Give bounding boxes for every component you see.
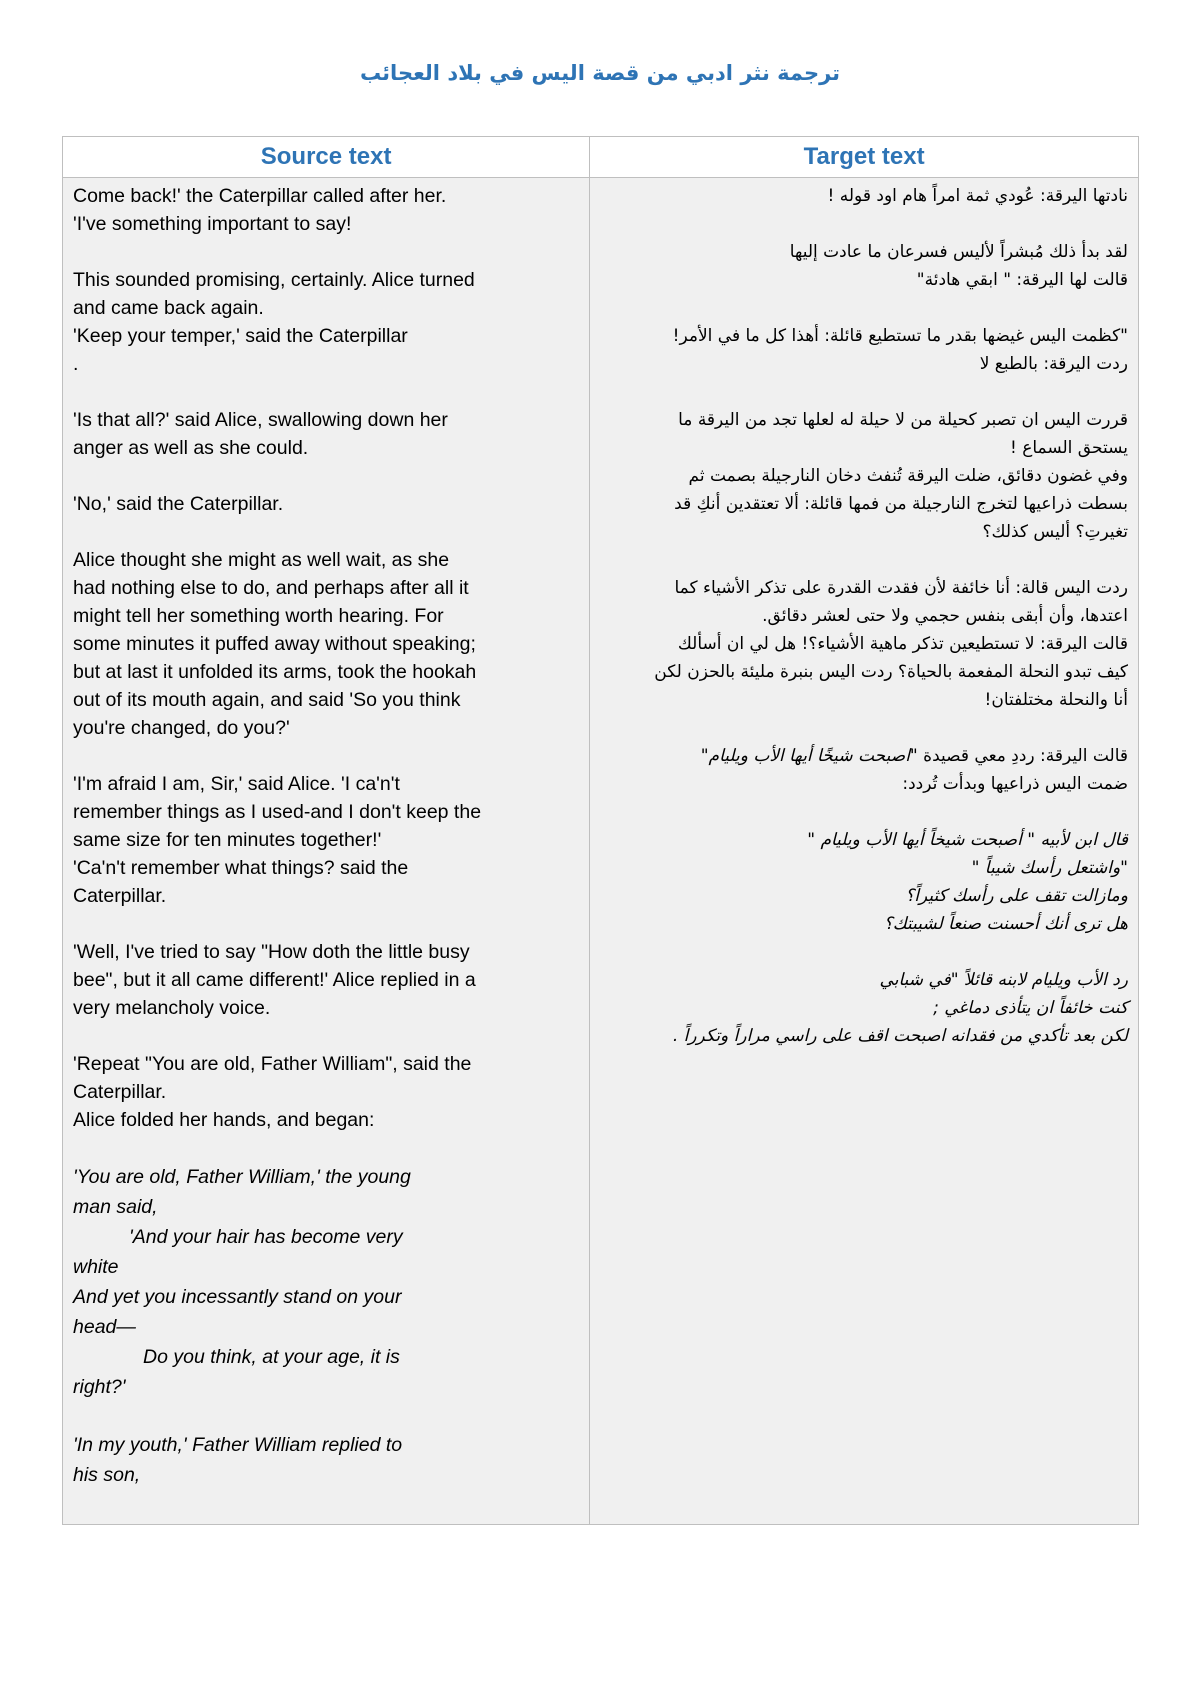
paragraph: [600, 322, 1128, 378]
text-line: "كظمت اليس غيضها بقدر ما تستطيع قائلة: أهذا كل ما في الأمر!: [672, 326, 1128, 346]
text-line: head—: [73, 1316, 136, 1338]
text-line: تغيرتِ؟ أليس كذلك؟: [982, 522, 1128, 542]
text-line: ضمت اليس ذراعيها وبدأت تُردد:: [902, 774, 1128, 794]
text-line: man said,: [73, 1196, 158, 1218]
text-line: might tell her something worth hearing. For: [73, 605, 444, 627]
poem-stanza: [73, 1430, 579, 1490]
source-text-cell: [63, 178, 590, 1525]
paragraph: [73, 266, 579, 378]
table-header-row: [63, 137, 1139, 178]
poem-stanza: [600, 826, 1128, 938]
text-line: "واشتعل رأسك شيباً ": [971, 858, 1128, 878]
text-line: his son,: [73, 1464, 141, 1486]
text-line: 'I've something important to say!: [73, 213, 352, 235]
text-line: لقد بدأ ذلك مُبشراً لأليس فسرعان ما عادت إليها: [789, 242, 1128, 262]
text-line: This sounded promising, certainly. Alice turned: [73, 269, 475, 291]
text-line: وفي غضون دقائق، ضلت اليرقة تُنفث دخان النارجيلة بصمت ثم: [688, 466, 1128, 486]
text-line: Come back!' the Caterpillar called after her.: [73, 185, 447, 207]
paragraph: [73, 1050, 579, 1134]
text-line: bee", but it all came different!' Alice replied in a: [73, 969, 476, 991]
text-line: 'You are old, Father William,' the young: [73, 1166, 411, 1188]
text-line: يستحق السماع !: [1009, 438, 1128, 458]
paragraph: [73, 406, 579, 462]
text-line: and came back again.: [73, 297, 264, 319]
text-line: 'Well, I've tried to say "How doth the little busy: [73, 941, 470, 963]
text-span: قالت اليرقة: رددِ معي قصيدة: [917, 746, 1128, 766]
translation-table: [62, 136, 1139, 1525]
text-line: ومازالت تقف على رأسك كثيراً؟: [905, 886, 1128, 906]
source-column-header: Source text: [63, 137, 590, 178]
paragraph: [73, 770, 579, 910]
paragraph: [600, 182, 1128, 210]
text-line: white: [73, 1256, 119, 1278]
text-line: out of its mouth again, and said 'So you think: [73, 689, 461, 711]
text-line: قالت اليرقة: لا تستطيعين تذكر ماهية الأشياء؟! هل لي ان أسألك: [677, 634, 1128, 654]
text-line: أنا والنحلة مختلفتان!: [984, 690, 1128, 710]
text-line: 'Is that all?' said Alice, swallowing down her: [73, 409, 448, 431]
poem-stanza: [73, 1162, 579, 1402]
text-line: Alice folded her hands, and began:: [73, 1109, 375, 1131]
text-line: Caterpillar.: [73, 885, 167, 907]
document-title: ترجمة نثر ادبي من قصة اليس في بلاد العجائب: [359, 61, 841, 85]
text-line: very melancholy voice.: [73, 997, 271, 1019]
text-line: 'No,' said the Caterpillar.: [73, 493, 284, 515]
text-line: 'In my youth,' Father William replied to: [73, 1434, 403, 1456]
text-line: 'I'm afraid I am, Sir,' said Alice. 'I ca'n't: [73, 773, 400, 795]
text-line: you're changed, do you?': [73, 717, 290, 739]
text-line: [600, 742, 1128, 770]
text-line: remember things as I used-and I don't keep the: [73, 801, 482, 823]
text-line: نادتها اليرقة: عُودي ثمة امراً هام اود قوله !: [827, 186, 1128, 206]
text-line: كيف تبدو النحلة المفعمة بالحياة؟ ردت اليس بنبرة مليئة بالحزن لكن: [654, 662, 1128, 682]
text-line: بسطت ذراعيها لتخرج النارجيلة من فمها قائلة: ألا تعتقدين أنكِ قد: [674, 494, 1128, 514]
text-line: anger as well as she could.: [73, 437, 309, 459]
paragraph: [73, 938, 579, 1022]
text-line: 'And your hair has become very: [129, 1226, 403, 1248]
text-line: right?': [73, 1376, 126, 1398]
text-line: اعتدها، وأن أبقى بنفس حجمي ولا حتى لعشر دقائق.: [762, 606, 1128, 626]
target-column-header: Target text: [590, 137, 1139, 178]
text-line: 'Repeat "You are old, Father William", said the: [73, 1053, 472, 1075]
text-line: لكن بعد تأكدي من فقدانه اصبحت اقف على راسي مراراً وتكرراً .: [672, 1026, 1128, 1046]
text-line: 'Ca'n't remember what things? said the: [73, 857, 409, 879]
text-line: had nothing else to do, and perhaps after all it: [73, 577, 469, 599]
paragraph: [600, 742, 1128, 798]
text-line: ردت اليرقة: بالطبع لا: [979, 354, 1128, 374]
text-line: Do you think, at your age, it is: [143, 1346, 400, 1368]
text-line: Caterpillar.: [73, 1081, 167, 1103]
text-line: but at last it unfolded its arms, took the hookah: [73, 661, 477, 683]
text-line: هل ترى أنك أحسنت صنعاً لشيبتك؟: [883, 914, 1128, 934]
poem-stanza: [600, 966, 1128, 1050]
text-line: قررت اليس ان تصبر كحيلة من لا حيلة له لعلها تجد من اليرقة ما: [678, 410, 1128, 430]
text-line: كنت خائفاً ان يتأذى دماغي ;: [933, 998, 1128, 1018]
text-line: .: [73, 353, 79, 375]
text-line: And yet you incessantly stand on your: [73, 1286, 402, 1308]
paragraph: [73, 546, 579, 742]
paragraph: [73, 182, 579, 238]
text-line: some minutes it puffed away without speaking;: [73, 633, 476, 655]
paragraph: [600, 406, 1128, 546]
text-line: ردت اليس قالة: أنا خائفة لأن فقدت القدرة على تذكر الأشياء كما: [674, 578, 1128, 598]
text-line: قال ابن لأبيه " أصبحت شيخاً أيها الأب ويليام ": [807, 830, 1128, 850]
paragraph: [600, 238, 1128, 294]
paragraph: [73, 490, 579, 518]
paragraph: [600, 574, 1128, 714]
text-line: Alice thought she might as well wait, as she: [73, 549, 450, 571]
quoted-poem-title: "اصبحت شيخًا أيها الأب ويليام": [700, 746, 918, 766]
text-line: رد الأب ويليام لابنه قائلاً "في شبابي: [879, 970, 1128, 990]
text-line: قالت لها اليرقة: " ابقي هادئة": [916, 270, 1128, 290]
text-line: 'Keep your temper,' said the Caterpillar: [73, 325, 408, 347]
target-text-cell: [590, 178, 1139, 1525]
text-line: same size for ten minutes together!': [73, 829, 382, 851]
table-body-row: [63, 178, 1139, 1525]
